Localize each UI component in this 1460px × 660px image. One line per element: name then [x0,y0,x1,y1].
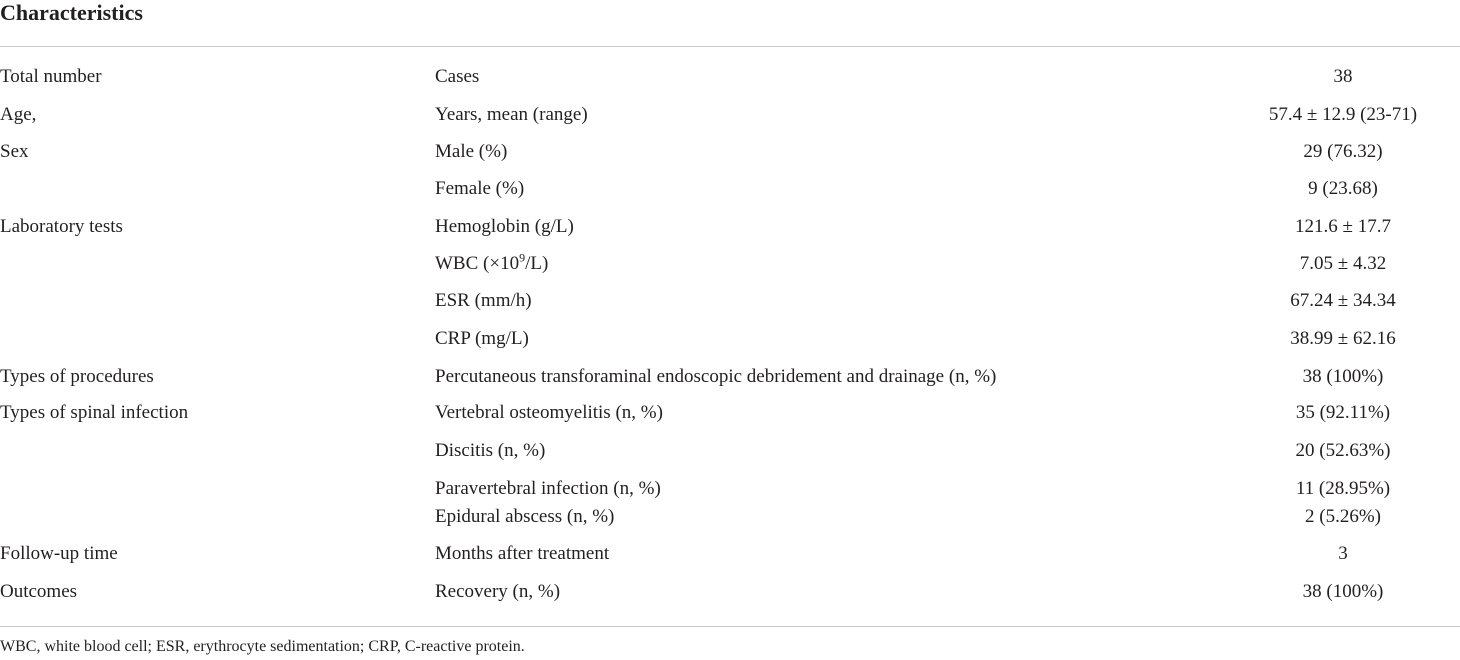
table-row [0,362,1460,392]
row-value: 38 (100%) [1302,581,1384,602]
table-row [0,398,1460,428]
row-item: Years, mean (range) [435,104,588,125]
row-value: 57.4 ± 12.9 (23-71) [1268,104,1418,125]
row-item: Male (%) [435,141,508,162]
table-row [0,212,1460,242]
row-item: Paravertebral infection (n, %) [435,478,661,499]
table-row [0,502,1460,532]
row-item [435,249,548,279]
table-row [0,62,1460,92]
row-value: 2 (5.26%) [1305,506,1381,527]
row-item: Female (%) [435,178,525,199]
row-value: 38.99 ± 62.16 [1290,328,1396,349]
row-item: Cases [435,66,480,87]
row-item: Epidural abscess (n, %) [435,506,615,527]
row-value: 29 (76.32) [1303,141,1383,162]
row-value: 20 (52.63%) [1295,440,1391,461]
row-item: Months after treatment [435,543,610,564]
table-row [0,577,1460,607]
row-value: 35 (92.11%) [1295,402,1391,423]
table-row [0,249,1460,279]
row-category: Age, [0,104,37,125]
table-bottom-rule [0,626,1460,627]
row-item: Recovery (n, %) [435,581,561,602]
table-row [0,286,1460,316]
row-category: Sex [0,141,29,162]
row-category: Follow-up time [0,543,118,564]
table-row [0,137,1460,167]
row-value: 38 [1333,66,1353,87]
table-row [0,436,1460,466]
column-header-characteristics: Characteristics [0,0,143,25]
row-value: 38 (100%) [1302,366,1384,387]
row-value: 3 [1338,543,1348,564]
row-category: Types of spinal infection [0,402,189,423]
row-item-superscript: 9 [519,250,526,265]
row-category: Laboratory tests [0,216,123,237]
table-row [0,174,1460,204]
row-item: Percutaneous transforaminal endoscopic debridement and drainage (n, %) [435,366,997,387]
row-category: Total number [0,66,102,87]
row-category: Types of procedures [0,366,154,387]
row-value: 11 (28.95%) [1295,478,1391,499]
row-value: 9 (23.68) [1308,178,1378,199]
table-row [0,539,1460,569]
table-row [0,474,1460,504]
row-item: Hemoglobin (g/L) [435,216,574,237]
row-item-suffix: /L) [525,253,549,274]
row-item: Discitis (n, %) [435,440,546,461]
row-item: Vertebral osteomyelitis (n, %) [435,402,663,423]
row-value: 121.6 ± 17.7 [1295,216,1391,237]
table-row [0,324,1460,354]
table-header [0,0,1460,47]
row-value: 67.24 ± 34.34 [1290,290,1396,311]
table-row [0,100,1460,130]
table-footnote: WBC, white blood cell; ESR, erythrocyte sedimentation; CRP, C-reactive protein. [0,638,525,655]
row-item: ESR (mm/h) [435,290,532,311]
row-category: Outcomes [0,581,78,602]
row-item-prefix: WBC (×10 [435,253,520,274]
row-item: CRP (mg/L) [435,328,529,349]
row-value: 7.05 ± 4.32 [1299,253,1387,274]
